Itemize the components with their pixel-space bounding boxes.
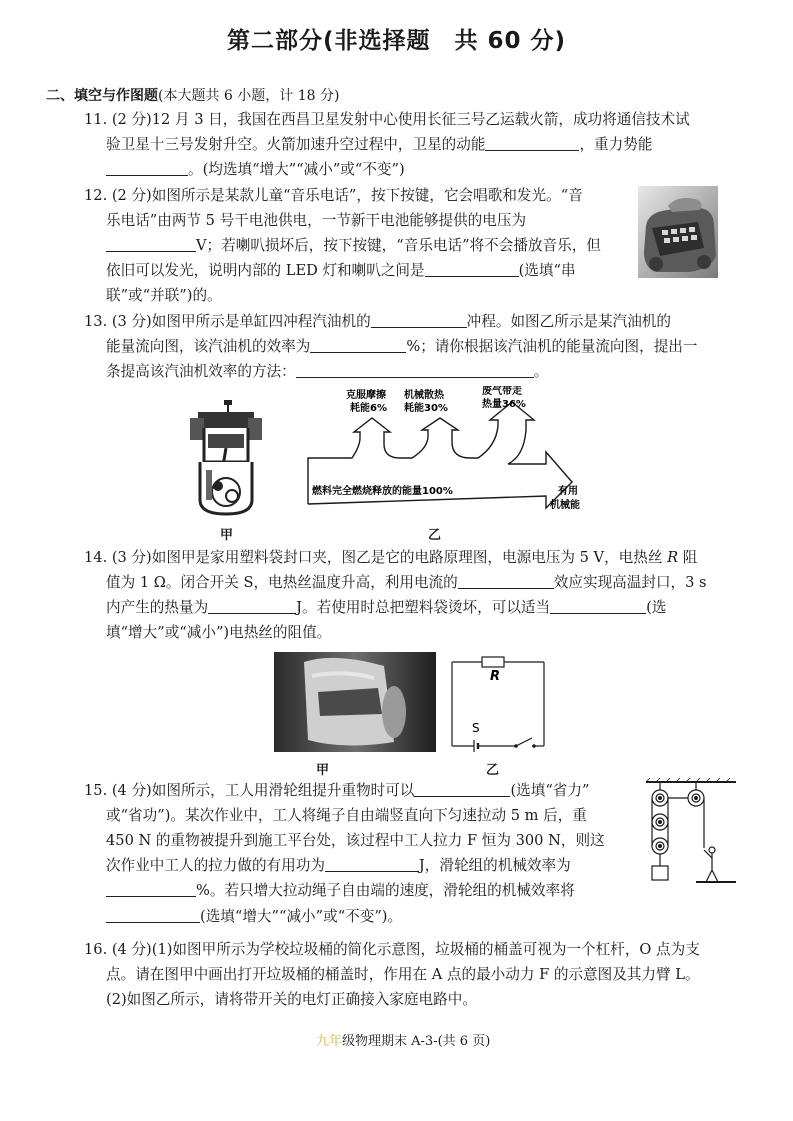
flow-arrow3-line1: 废气带走	[482, 386, 522, 397]
q15-line-3: 450 N 的重物被提升到施工平台处，该过程中工人拉力 F 恒为 300 N，则这	[106, 832, 605, 849]
flow-arrow2-line2: 耗能30%	[404, 403, 448, 414]
q15-text-a: 15. (4 分)如图所示，工人用滑轮组提升重物时可以	[84, 782, 415, 799]
pulley-system-diagram	[640, 778, 740, 890]
flow-base-label: 燃料完全燃烧释放的能量100%	[312, 486, 453, 497]
q13-text-c: 能量流向图，该汽油机的效率为	[106, 338, 311, 355]
page-footer	[316, 1030, 490, 1049]
answer-blank[interactable]	[458, 573, 554, 589]
engine-diagram	[186, 400, 266, 520]
q14-line-4: 填“增大”或“减小”)电热丝的阻值。	[106, 624, 332, 641]
q16-line-3: (2)如图乙所示，请将带开关的电灯正确接入家庭电路中。	[106, 991, 477, 1008]
answer-blank[interactable]	[106, 160, 188, 176]
q11-line-2	[106, 133, 652, 157]
q15-line-6	[106, 905, 402, 929]
q11-text-a: 验卫星十三号发射升空。火箭加速升空过程中，卫星的动能	[106, 136, 486, 153]
answer-blank[interactable]	[485, 135, 579, 151]
q14-text-a: 14. (3 分)如图甲是家用塑料袋封口夹，图乙是它的电路原理图，电源电压为 5 V，电热丝	[84, 549, 663, 566]
flow-arrow1-line1: 克服摩擦	[346, 390, 386, 401]
q12-text-a: V；若喇叭损坏后，按下按键，“音乐电话”将不会播放音乐，但	[196, 237, 601, 254]
q13-caption-jia: 甲	[220, 528, 234, 543]
q13-text-e: 条提高该汽油机效率的方法：	[106, 363, 296, 380]
flow-arrow1-line2: 耗能6%	[350, 403, 387, 414]
answer-blank[interactable]	[550, 598, 646, 614]
bag-sealer-photo	[274, 652, 436, 752]
q14-symbol-r: R	[667, 549, 679, 566]
q13-caption-yi: 乙	[428, 528, 442, 543]
q14-caption-jia: 甲	[316, 763, 330, 778]
footer-text: 级物理期末 A-3-(共 6 页)	[342, 1034, 491, 1049]
q13-line-1	[84, 310, 671, 334]
section-header	[46, 85, 339, 105]
q11-line-1: 11. (2 分)12 月 3 日，我国在西昌卫星发射中心使用长征三号乙运载火箭，成功将通信技术试	[84, 111, 690, 128]
q13-text-a: 13. (3 分)如图甲所示是单缸四冲程汽油机的	[84, 313, 371, 330]
flow-arrow2-line1: 机械散热	[404, 390, 444, 401]
resistor-label: R	[490, 669, 501, 684]
flow-output-line1: 有用	[558, 486, 578, 497]
q12-line-4	[106, 259, 576, 283]
q15-text-b: (选填“省力”	[510, 782, 590, 799]
q15-line-5	[106, 879, 575, 903]
q11-line-3	[106, 158, 405, 182]
q16-line-2: 点。请在图甲中画出打开垃圾桶的桶盖时，作用在 A 点的最小动力 F 的示意图及其力臂 L。	[106, 966, 700, 983]
q15-line-2: 或“省功”)。某次作业中，工人将绳子自由端竖直向下匀速拉动 5 m 后，重	[106, 807, 587, 824]
answer-blank[interactable]	[296, 362, 534, 378]
answer-blank[interactable]	[414, 781, 510, 797]
q13-line-3	[106, 360, 548, 384]
q14-text-f: J。若使用时总把塑料袋烫坏，可以适当	[296, 599, 551, 616]
q14-text-c: 值为 1 Ω。闭合开关 S，电热丝温度升高，利用电流的	[106, 574, 458, 591]
q14-line-1	[84, 546, 697, 570]
q15-text-c: 次作业中工人的拉力做的有用功为	[106, 857, 325, 874]
q14-caption-yi: 乙	[486, 763, 500, 778]
music-phone-photo	[638, 186, 718, 278]
q12-text-c: (选填“串	[518, 262, 576, 279]
page-title: 第二部分(非选择题 共 60 分)	[226, 28, 567, 54]
flow-arrow3-line2: 热量36%	[482, 399, 526, 410]
q12-line-1: 12. (2 分)如图所示是某款儿童“音乐电话”，按下按键，它会唱歌和发光。“音	[84, 187, 583, 204]
q15-line-4	[106, 854, 571, 878]
flow-output-line2: 机械能	[550, 500, 580, 511]
q13-text-d: %；请你根据该汽油机的能量流向图，提出一	[406, 338, 698, 355]
q14-line-3	[106, 596, 666, 620]
q16-line-1: 16. (4 分)(1)如图甲所示为学校垃圾桶的简化示意图，垃圾桶的桶盖可视为一个杠杆，O 点为支	[84, 941, 700, 958]
q13-line-2	[106, 335, 697, 359]
q14-text-d: 效应实现高温封口，3 s	[553, 574, 707, 591]
energy-flow-diagram	[300, 386, 600, 516]
q14-line-2	[106, 571, 707, 595]
q12-line-5: 联”或“并联”)的。	[106, 287, 222, 304]
answer-blank[interactable]	[325, 856, 419, 872]
q12-text-b: 依旧可以发光，说明内部的 LED 灯和喇叭之间是	[106, 262, 425, 279]
section-note: (本大题共 6 小题，计 18 分)	[158, 88, 340, 104]
q14-text-g: (选	[646, 599, 667, 616]
answer-blank[interactable]	[310, 337, 406, 353]
answer-blank[interactable]	[106, 881, 196, 897]
q15-text-e: %。若只增大拉动绳子自由端的速度，滑轮组的机械效率将	[196, 882, 575, 899]
switch-label: S	[472, 721, 480, 735]
answer-blank[interactable]	[371, 312, 467, 328]
answer-blank[interactable]	[208, 598, 296, 614]
q13-text-f: 。	[533, 363, 549, 380]
q12-line-3	[106, 234, 601, 258]
footer-grade-mark: 九年	[316, 1034, 343, 1049]
q15-text-d: J，滑轮组的机械效率为	[418, 857, 571, 874]
q15-line-1	[84, 779, 589, 803]
section-label: 二、填空与作图题	[46, 88, 158, 104]
q12-line-2: 乐电话”由两节 5 号干电池供电，一节新干电池能够提供的电压为	[106, 212, 527, 229]
q14-text-e: 内产生的热量为	[106, 599, 209, 616]
circuit-diagram	[446, 654, 550, 754]
answer-blank[interactable]	[106, 236, 196, 252]
q11-text-b: ，重力势能	[579, 136, 653, 153]
answer-blank[interactable]	[425, 261, 519, 277]
answer-blank[interactable]	[106, 907, 200, 923]
q15-text-f: (选填“增大”“减小”或“不变”)。	[200, 908, 403, 925]
q11-text-c: 。(均选填“增大”“减小”或“不变”)	[188, 161, 405, 178]
q13-text-b: 冲程。如图乙所示是某汽油机的	[466, 313, 671, 330]
q14-text-b: 阻	[682, 549, 698, 566]
